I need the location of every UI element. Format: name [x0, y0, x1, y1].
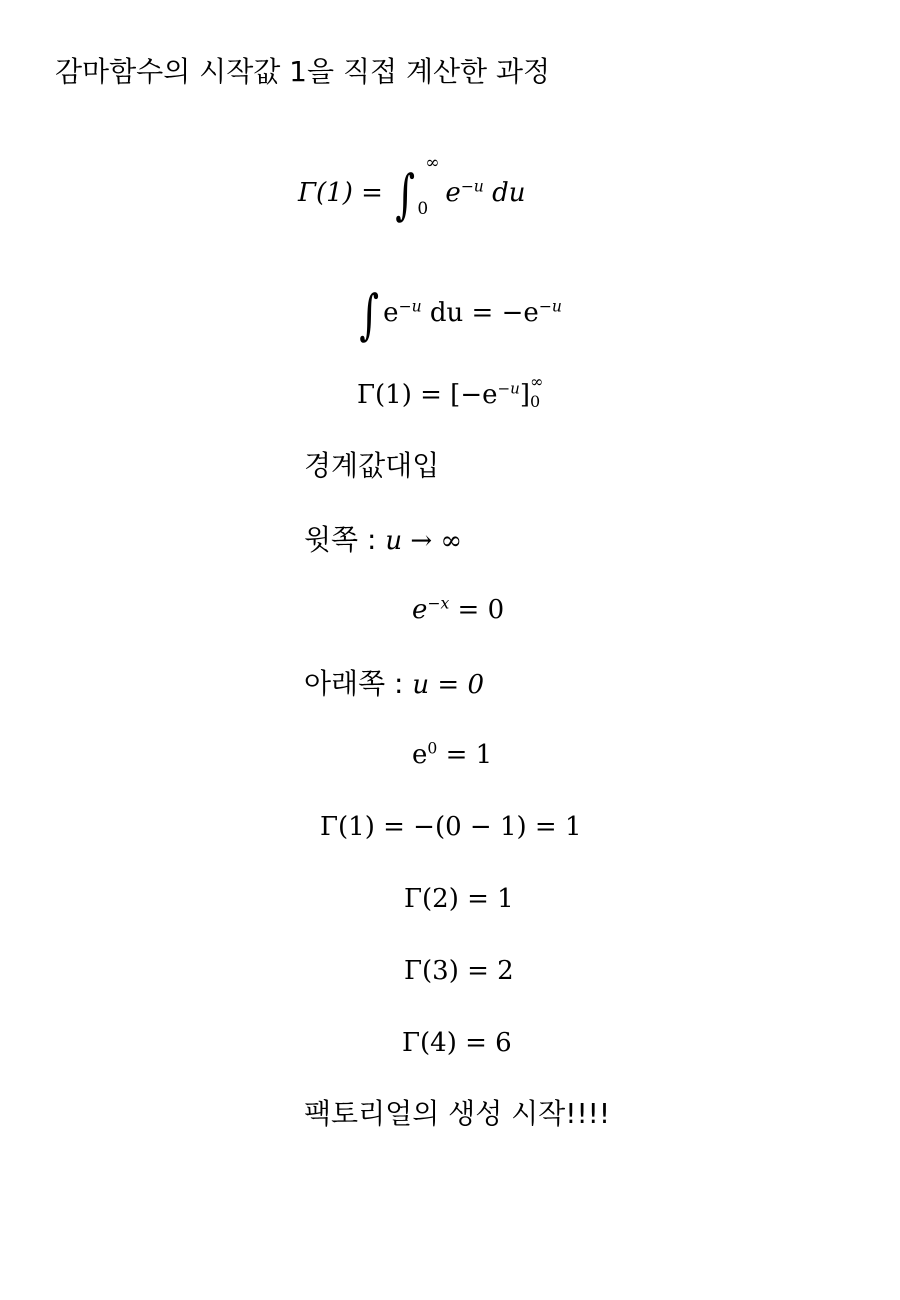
- eq3-limits: [530, 372, 550, 411]
- upper-boundary-label: 윗쪽 :: [304, 523, 386, 556]
- equation-gamma-4: Γ(4) = 6: [402, 1028, 512, 1058]
- equation-upper-value: [412, 594, 505, 625]
- equation-gamma-3: Γ(3) = 2: [404, 956, 514, 986]
- eq3-exponent: −u: [497, 379, 520, 398]
- eq2-integrand: e: [383, 298, 399, 328]
- eq4-base: e: [412, 595, 428, 625]
- eq4-exponent: −x: [427, 594, 450, 613]
- eq5-exponent: 0: [427, 739, 438, 758]
- equation-gamma-1-result: Γ(1) = −(0 − 1) = 1: [320, 812, 582, 842]
- integral-limits: [417, 153, 445, 219]
- eq1-exponent: −u: [460, 177, 484, 196]
- eq2-exponent: −u: [398, 297, 422, 316]
- upper-boundary-condition: u → ∞: [385, 526, 463, 556]
- eq1-differential: du: [483, 178, 526, 208]
- lower-boundary-condition: u = 0: [412, 670, 484, 700]
- equation-evaluation: [357, 372, 550, 411]
- boundary-heading: 경계값대입: [304, 449, 440, 482]
- equation-antiderivative: [355, 283, 562, 346]
- eq3-lower-limit: 0: [530, 392, 541, 411]
- eq1-integrand: e: [445, 178, 461, 208]
- eq1-lhs: Γ(1) =: [298, 178, 392, 208]
- lower-boundary-line: [304, 667, 484, 700]
- eq3-lhs: Γ(1) = [−e: [357, 380, 498, 410]
- eq2-exponent-2: −u: [538, 297, 562, 316]
- eq3-upper-limit: ∞: [530, 372, 544, 391]
- integral-sign-2: ∫: [359, 283, 379, 346]
- eq3-bracket-close: ]: [519, 380, 531, 410]
- eq1-lower-limit: 0: [417, 199, 429, 219]
- equation-gamma-integral: [298, 153, 526, 226]
- page-title: 감마함수의 시작값 1을 직접 계산한 과정: [55, 55, 551, 88]
- lower-boundary-label: 아래쪽 :: [304, 667, 413, 700]
- upper-boundary-line: [304, 523, 463, 556]
- integral-sign: ∫: [395, 163, 416, 226]
- eq1-upper-limit: ∞: [425, 153, 440, 173]
- eq5-rest: = 1: [437, 740, 493, 770]
- closing-statement: 팩토리얼의 생성 시작!!!!: [304, 1097, 611, 1130]
- eq5-base: e: [412, 740, 428, 770]
- equation-lower-value: [412, 739, 493, 770]
- equation-gamma-2: Γ(2) = 1: [404, 884, 514, 914]
- eq2-middle: du = −e: [421, 298, 539, 328]
- eq4-rest: = 0: [449, 595, 505, 625]
